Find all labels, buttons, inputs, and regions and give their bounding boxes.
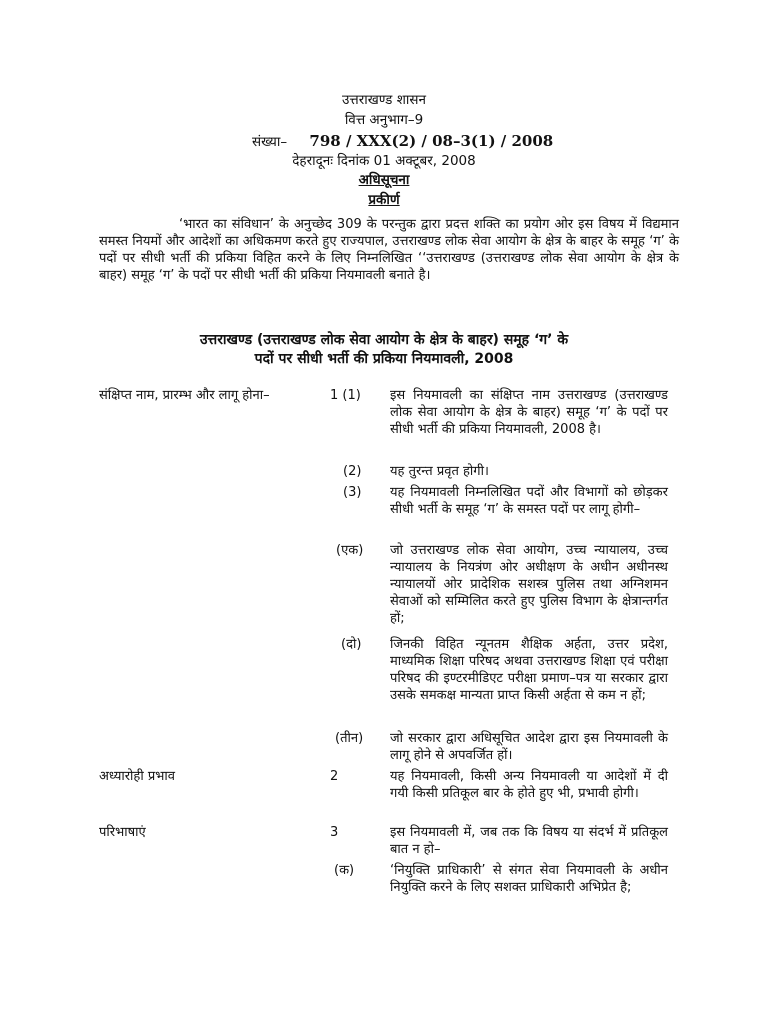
govt-name: उत्तराखण्ड शासन	[341, 92, 426, 108]
clause-number: (3)	[343, 485, 362, 500]
clause-text: जो उत्तराखण्ड लोक सेवा आयोग, उच्च न्यायालय, उच्च न्यायालय के नियत्रंण ओर अधीक्षण के अधीन अधीनस्थ न्यायालयों ओर प्रादेशिक सशस्त्र पुलिस तथा अग्निशमन सेवाओं को सम्मिलित करते हुए पुलिस विभाग के क्षेत्रान्तर्गत हों;	[390, 543, 668, 626]
preamble-text: ‘भारत का संविधान’ के अनुच्छेद 309 के परन्तुक द्वारा प्रदत्त शक्ति का प्रयोग ओर इस विषय में विद्यमान समस्त नियमों और आदेशों का अधिकमण करते हुए राज्यपाल, उत्तराखण्ड लोक सेवा आयोग के क्षेत्र के बाहर के समूह ‘ग’ के पदों पर सीधी भर्ती की प्रकिया विहित करने के लिए निम्नलिखित ‘‘उत्तराखण्ड (उत्तराखण्ड लोक सेवा आयोग के क्षेत्र के बाहर) समूह ‘ग’ के पदों पर सीधी भर्ती की प्रकिया नियमावली बनाते है।	[99, 217, 679, 283]
clause-text: इस नियमावली का संक्षिप्त नाम उत्तराखण्ड (उत्तराखण्ड लोक सेवा आयोग के क्षेत्र के बाहर) समूह ‘ग’ के पदों पर सीधी भर्ती की प्रकिया नियमावली, 2008 है।	[390, 388, 668, 437]
clause-number: (क)	[334, 863, 355, 878]
clause-number: (दो)	[341, 637, 362, 652]
clause-text: यह नियमावली, किसी अन्य नियमावली या आदेशों में दी गयी किसी प्रतिकूल बार के होते हुए भी, प्रभावी होगी।	[390, 769, 668, 801]
rules-title-line2: पदों पर सीधी भर्ती की प्रकिया नियमावली, 2008	[254, 351, 514, 367]
reference-number-label: संख्या–	[252, 134, 288, 150]
clause-label: संक्षिप्त नाम, प्रारम्भ और लागू होना–	[99, 388, 270, 403]
rules-title	[120, 331, 648, 369]
clause-text: जो सरकार द्वारा अधिसूचित आदेश द्वारा इस नियमावली के लागू होने से अपवर्जित हों।	[390, 731, 668, 763]
notification-heading-text: अधिसूचना	[358, 172, 410, 188]
date-line: देहरादूनः दिनांक 01 अक्टूबर, 2008	[292, 153, 476, 169]
rules-title-line1: उत्तराखण्ड (उत्तराखण्ड लोक सेवा आयोग के क्षेत्र के बाहर) समूह ‘ग’ के	[199, 332, 569, 348]
clause-label: अध्यारोही प्रभाव	[99, 769, 175, 784]
clause-label: परिभाषाएं	[99, 825, 146, 840]
clause-text: यह तुरन्त प्रवृत होगी।	[390, 464, 489, 479]
clause-text: इस नियमावली में, जब तक कि विषय या संदर्भ में प्रतिकूल बात न हो–	[390, 825, 668, 857]
preamble	[99, 216, 679, 284]
clause-number: (2)	[343, 464, 362, 479]
clause-text: ‘नियुक्ति प्राधिकारी’ से संगत सेवा नियमावली के अधीन नियुक्ति करने के लिए सशक्त प्राधिकारी अभिप्रेत है;	[390, 863, 668, 895]
misc-heading	[0, 192, 768, 209]
reference-number	[252, 133, 553, 151]
department-name: वित्त अनुभाग–9	[344, 112, 424, 128]
clause-number: 1 (1)	[330, 388, 361, 403]
reference-number-value: 798 / XXX(2) / 08–3(1) / 2008	[309, 132, 554, 150]
notification-heading	[0, 172, 768, 189]
clause-number: 3	[330, 825, 339, 840]
clause-number: (एक)	[336, 543, 364, 558]
clause-text: यह नियमावली निम्नलिखित पदों और विभागों को छोड़कर सीधी भर्ती के समूह ‘ग’ के समस्त पदों पर लागू होगी–	[390, 485, 668, 517]
clause-text: जिनकी विहित न्यूनतम शैक्षिक अर्हता, उत्तर प्रदेश, माध्यमिक शिक्षा परिषद अथवा उत्तराखण्ड शिक्षा एवं परीक्षा परिषद की इण्टरमीडिएट परीक्षा प्रमाण–पत्र या सरकार द्वारा उसके समकक्ष मान्यता प्राप्त किसी अर्हता से कम न हों;	[390, 637, 668, 703]
clause-number: 2	[330, 769, 339, 784]
misc-heading-text: प्रकीर्ण	[368, 192, 400, 208]
clause-number: (तीन)	[335, 731, 364, 746]
